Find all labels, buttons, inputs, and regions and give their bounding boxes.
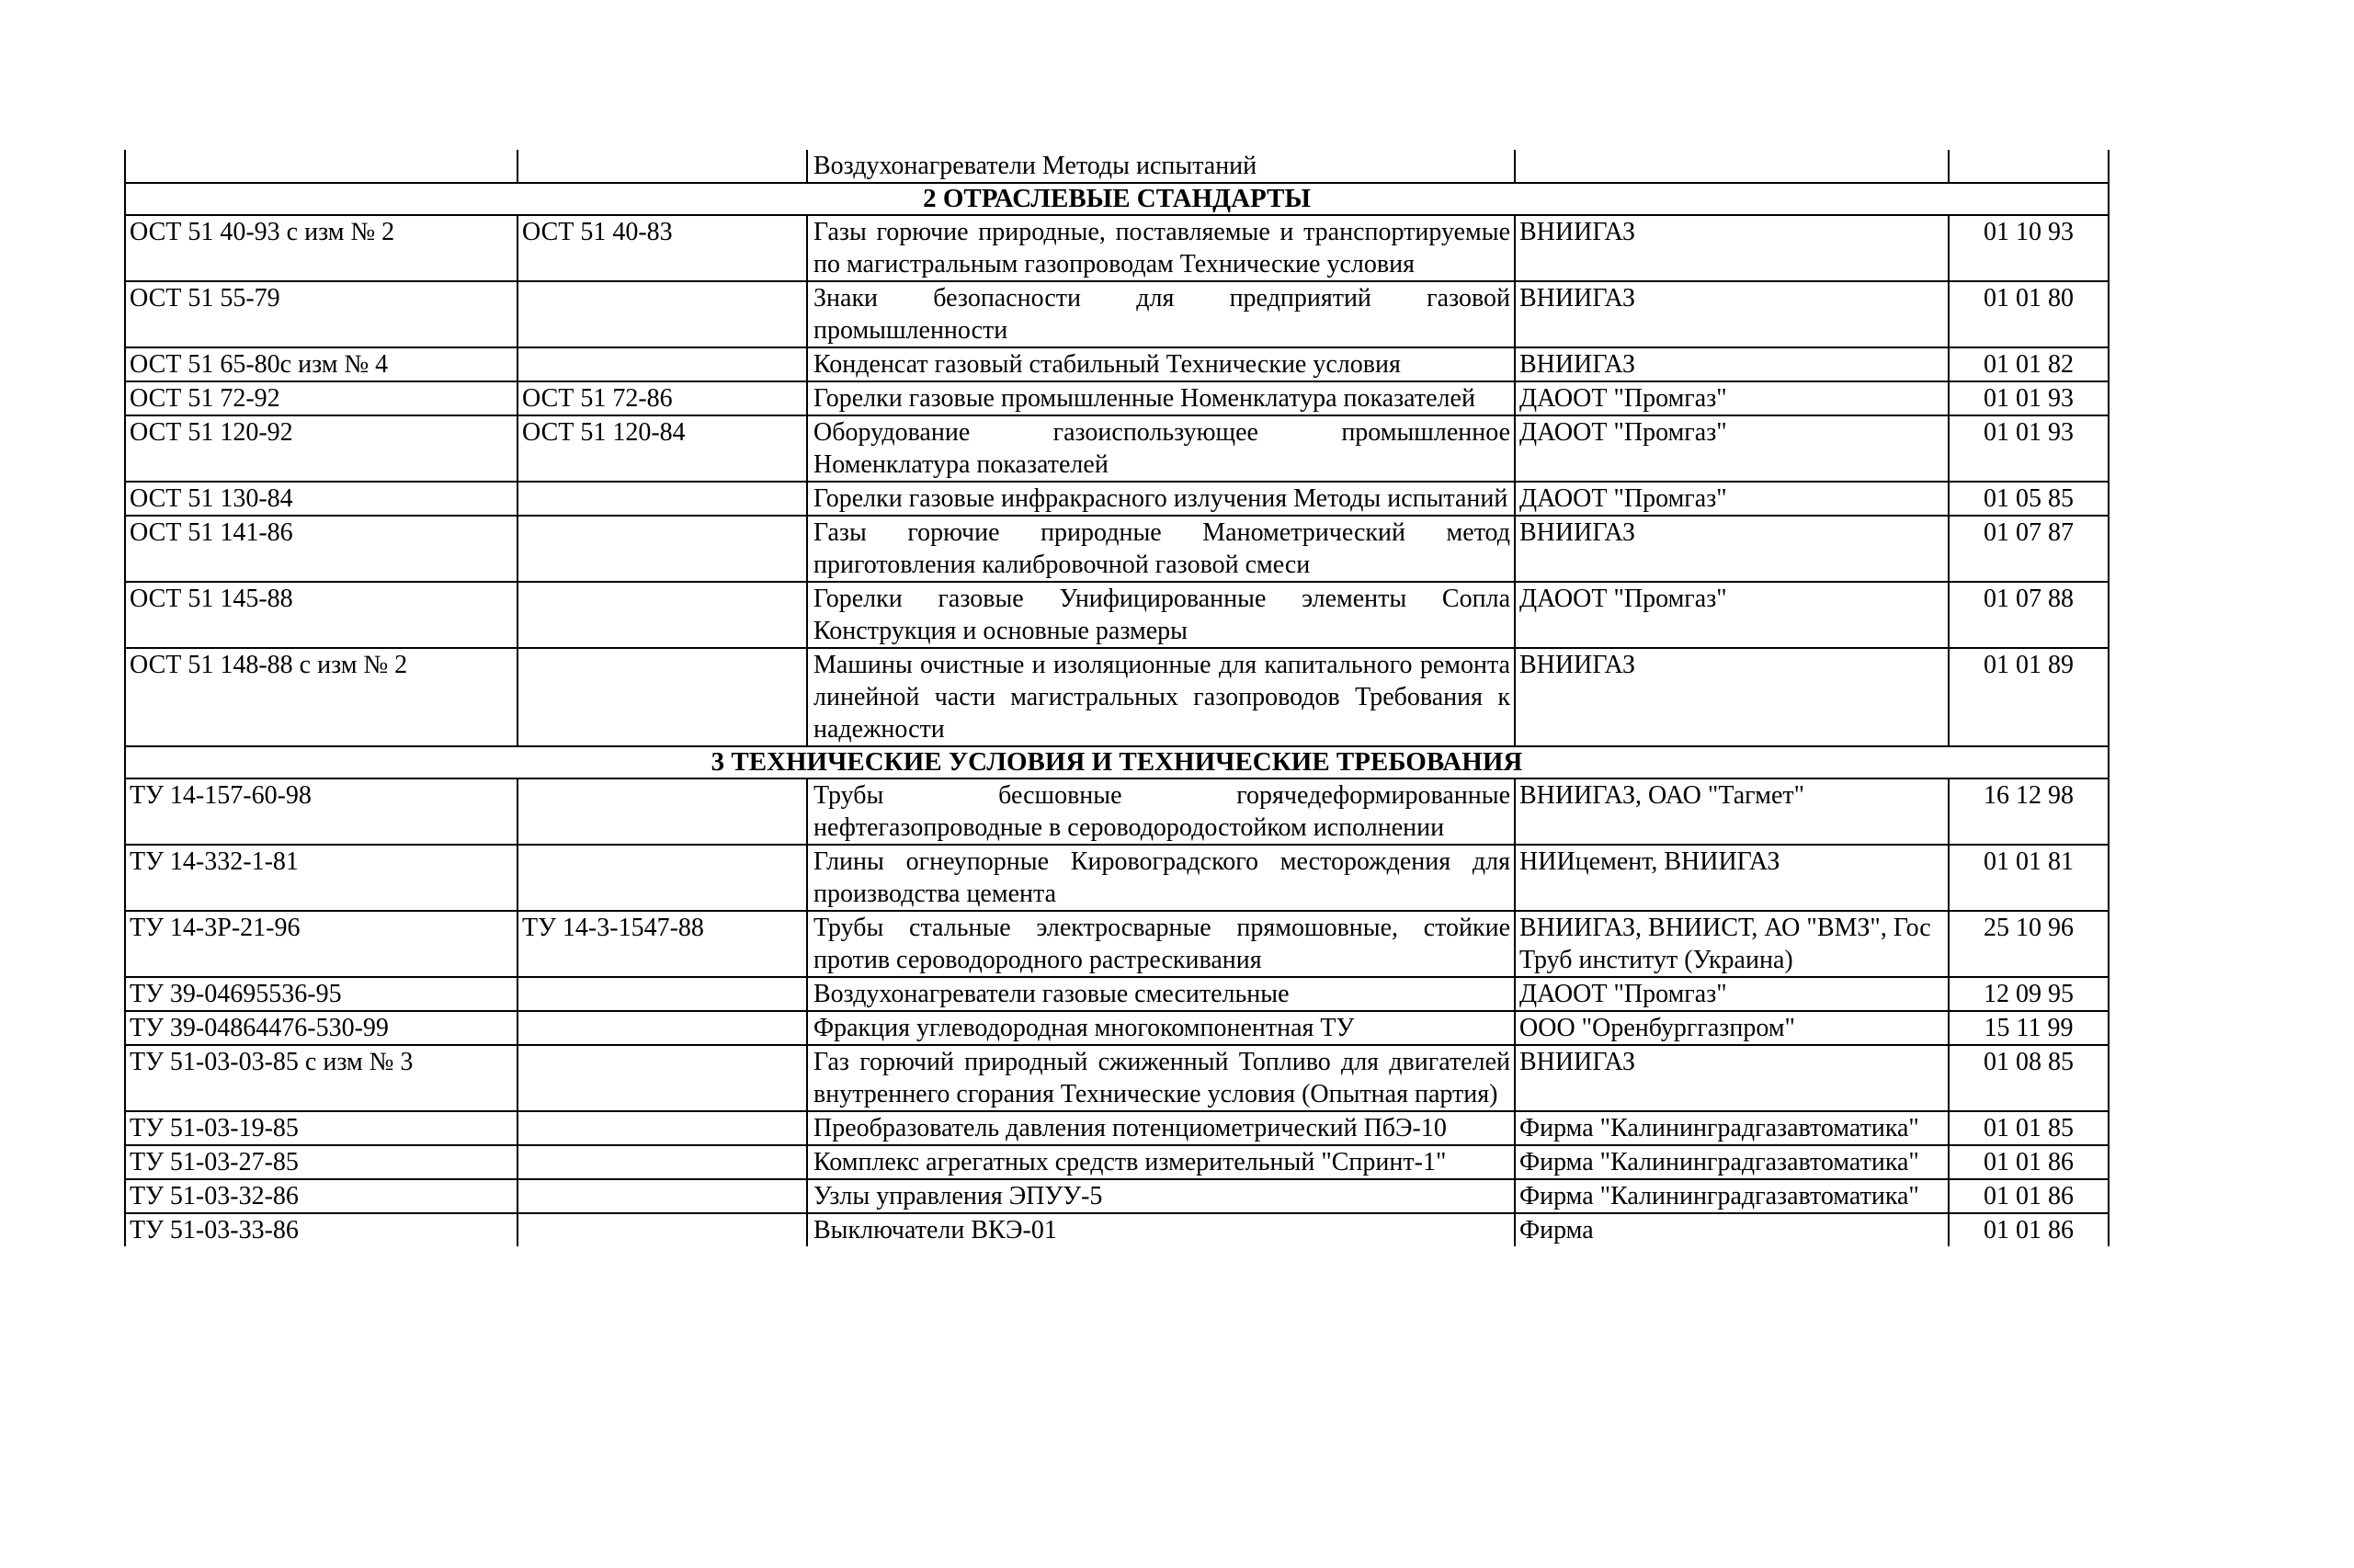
replaces-cell (517, 1145, 807, 1179)
section-heading: 2 ОТРАСЛЕВЫЕ СТАНДАРТЫ (125, 183, 2109, 215)
standard-name-cell: Оборудование газоиспользующее промышленное Номенклатура показателей (807, 415, 1515, 482)
developer-cell: ВНИИГАЗ (1515, 347, 1949, 381)
replaces-cell (517, 977, 807, 1011)
table-row (125, 415, 2109, 482)
effective-date-cell: 01 01 93 (1949, 415, 2109, 482)
effective-date-cell: 15 11 99 (1949, 1011, 2109, 1045)
standard-code-cell: ТУ 14-157-60-98 (125, 778, 517, 845)
table-row (125, 1179, 2109, 1213)
developer-cell: ДАООТ "Промгаз" (1515, 415, 1949, 482)
table-row (125, 381, 2109, 415)
developer-cell: ДАООТ "Промгаз" (1515, 482, 1949, 516)
replaces-cell (517, 845, 807, 911)
effective-date-cell: 12 09 95 (1949, 977, 2109, 1011)
effective-date-cell: 01 01 81 (1949, 845, 2109, 911)
standard-name-cell: Узлы управления ЭПУУ-5 (807, 1179, 1515, 1213)
table-row (125, 347, 2109, 381)
table-row (125, 281, 2109, 347)
standard-code-cell: ОСТ 51 40-93 с изм № 2 (125, 215, 517, 281)
standard-name-cell: Газ горючий природный сжиженный Топливо для двигателей внутреннего сгорания Технические условия (Опытная партия) (807, 1045, 1515, 1111)
developer-cell: ДАООТ "Промгаз" (1515, 977, 1949, 1011)
developer-cell: Фирма "Калининградгазавтоматика" (1515, 1179, 1949, 1213)
effective-date-cell: 16 12 98 (1949, 778, 2109, 845)
effective-date-cell: 01 08 85 (1949, 1045, 2109, 1111)
developer-cell: ВНИИГАЗ (1515, 516, 1949, 582)
table-row (125, 582, 2109, 648)
section-heading: 3 ТЕХНИЧЕСКИЕ УСЛОВИЯ И ТЕХНИЧЕСКИЕ ТРЕБОВАНИЯ (125, 746, 2109, 778)
standard-code-cell: ТУ 51-03-32-86 (125, 1179, 517, 1213)
effective-date-cell: 01 01 85 (1949, 1111, 2109, 1145)
effective-date-cell: 01 01 93 (1949, 381, 2109, 415)
replaces-cell (517, 1011, 807, 1045)
standard-name-cell: Фракция углеводородная многокомпонентная ТУ (807, 1011, 1515, 1045)
standard-code-cell: ТУ 51-03-19-85 (125, 1111, 517, 1145)
standard-code-cell: ТУ 51-03-33-86 (125, 1213, 517, 1246)
standard-name-cell: Глины огнеупорные Кировоградского месторождения для производства цемента (807, 845, 1515, 911)
standard-name-cell: Газы горючие природные Манометрический метод приготовления калибровочной газовой смеси (807, 516, 1515, 582)
standard-name-cell: Воздухонагреватели газовые смесительные (807, 977, 1515, 1011)
standard-code-cell: ТУ 39-04695536-95 (125, 977, 517, 1011)
standards-table (124, 150, 2110, 1246)
table-row (125, 778, 2109, 845)
replaces-cell (517, 150, 807, 183)
replaces-cell: ОСТ 51 120-84 (517, 415, 807, 482)
developer-cell (1515, 150, 1949, 183)
standards-table-body (125, 150, 2109, 1246)
developer-cell: ВНИИГАЗ (1515, 1045, 1949, 1111)
standard-code-cell: ТУ 14-3Р-21-96 (125, 911, 517, 977)
standard-name-cell: Выключатели ВКЭ-01 (807, 1213, 1515, 1246)
developer-cell: ВНИИГАЗ (1515, 281, 1949, 347)
effective-date-cell: 01 01 82 (1949, 347, 2109, 381)
effective-date-cell: 01 01 89 (1949, 648, 2109, 746)
standard-code-cell (125, 150, 517, 183)
replaces-cell (517, 1213, 807, 1246)
replaces-cell (517, 516, 807, 582)
replaces-cell: ОСТ 51 72-86 (517, 381, 807, 415)
standard-code-cell: ОСТ 51 148-88 с изм № 2 (125, 648, 517, 746)
standard-name-cell: Конденсат газовый стабильный Технические условия (807, 347, 1515, 381)
effective-date-cell: 01 01 86 (1949, 1145, 2109, 1179)
replaces-cell (517, 778, 807, 845)
developer-cell: ВНИИГАЗ (1515, 215, 1949, 281)
replaces-cell: ТУ 14-3-1547-88 (517, 911, 807, 977)
developer-cell: НИИцемент, ВНИИГАЗ (1515, 845, 1949, 911)
replaces-cell (517, 347, 807, 381)
standard-code-cell: ОСТ 51 55-79 (125, 281, 517, 347)
table-row (125, 977, 2109, 1011)
standard-code-cell: ОСТ 51 141-86 (125, 516, 517, 582)
effective-date-cell: 01 01 86 (1949, 1213, 2109, 1246)
standard-name-cell: Воздухонагреватели Методы испытаний (807, 150, 1515, 183)
developer-cell: ДАООТ "Промгаз" (1515, 381, 1949, 415)
standard-code-cell: ОСТ 51 130-84 (125, 482, 517, 516)
replaces-cell (517, 582, 807, 648)
developer-cell: ДАООТ "Промгаз" (1515, 582, 1949, 648)
table-row (125, 1045, 2109, 1111)
standards-document (124, 150, 2108, 1246)
standard-name-cell: Знаки безопасности для предприятий газовой промышленности (807, 281, 1515, 347)
table-row (125, 648, 2109, 746)
table-row (125, 482, 2109, 516)
developer-cell: Фирма "Калининградгазавтоматика" (1515, 1111, 1949, 1145)
effective-date-cell: 01 07 88 (1949, 582, 2109, 648)
table-row (125, 1111, 2109, 1145)
effective-date-cell: 25 10 96 (1949, 911, 2109, 977)
replaces-cell (517, 1045, 807, 1111)
standard-name-cell: Горелки газовые Унифицированные элементы Сопла Конструкция и основные размеры (807, 582, 1515, 648)
standard-name-cell: Газы горючие природные, поставляемые и транспортируемые по магистральным газопроводам Технические условия (807, 215, 1515, 281)
table-row (125, 1011, 2109, 1045)
replaces-cell (517, 281, 807, 347)
effective-date-cell: 01 05 85 (1949, 482, 2109, 516)
developer-cell: ВНИИГАЗ, ОАО "Тагмет" (1515, 778, 1949, 845)
effective-date-cell: 01 01 86 (1949, 1179, 2109, 1213)
table-row (125, 1213, 2109, 1246)
developer-cell: ООО "Оренбурггазпром" (1515, 1011, 1949, 1045)
table-row (125, 150, 2109, 183)
standard-name-cell: Трубы бесшовные горячедеформированные нефтегазопроводные в сероводородостойком исполнении (807, 778, 1515, 845)
developer-cell: ВНИИГАЗ (1515, 648, 1949, 746)
table-row (125, 911, 2109, 977)
replaces-cell: ОСТ 51 40-83 (517, 215, 807, 281)
replaces-cell (517, 482, 807, 516)
standard-code-cell: ОСТ 51 145-88 (125, 582, 517, 648)
effective-date-cell (1949, 150, 2109, 183)
table-row (125, 516, 2109, 582)
effective-date-cell: 01 01 80 (1949, 281, 2109, 347)
replaces-cell (517, 1111, 807, 1145)
standard-name-cell: Преобразователь давления потенциометрический ПбЭ-10 (807, 1111, 1515, 1145)
standard-name-cell: Горелки газовые инфракрасного излучения Методы испытаний (807, 482, 1515, 516)
standard-name-cell: Трубы стальные электросварные прямошовные, стойкие против сероводородного растрескивания (807, 911, 1515, 977)
standard-name-cell: Машины очистные и изоляционные для капитального ремонта линейной части магистральных газопроводов Требования к надежности (807, 648, 1515, 746)
standard-code-cell: ОСТ 51 72-92 (125, 381, 517, 415)
table-row (125, 1145, 2109, 1179)
standard-code-cell: ОСТ 51 65-80с изм № 4 (125, 347, 517, 381)
standard-name-cell: Комплекс агрегатных средств измерительный "Спринт-1" (807, 1145, 1515, 1179)
section-heading-row (125, 746, 2109, 778)
standard-code-cell: ОСТ 51 120-92 (125, 415, 517, 482)
standard-code-cell: ТУ 51-03-03-85 с изм № 3 (125, 1045, 517, 1111)
replaces-cell (517, 1179, 807, 1213)
section-heading-row (125, 183, 2109, 215)
standard-code-cell: ТУ 39-04864476-530-99 (125, 1011, 517, 1045)
standard-code-cell: ТУ 51-03-27-85 (125, 1145, 517, 1179)
effective-date-cell: 01 10 93 (1949, 215, 2109, 281)
standard-code-cell: ТУ 14-332-1-81 (125, 845, 517, 911)
developer-cell: Фирма (1515, 1213, 1949, 1246)
table-row (125, 215, 2109, 281)
developer-cell: Фирма "Калининградгазавтоматика" (1515, 1145, 1949, 1179)
standard-name-cell: Горелки газовые промышленные Номенклатура показателей (807, 381, 1515, 415)
table-row (125, 845, 2109, 911)
effective-date-cell: 01 07 87 (1949, 516, 2109, 582)
replaces-cell (517, 648, 807, 746)
developer-cell: ВНИИГАЗ, ВНИИСТ, АО "ВМЗ", Гос Труб институт (Украина) (1515, 911, 1949, 977)
